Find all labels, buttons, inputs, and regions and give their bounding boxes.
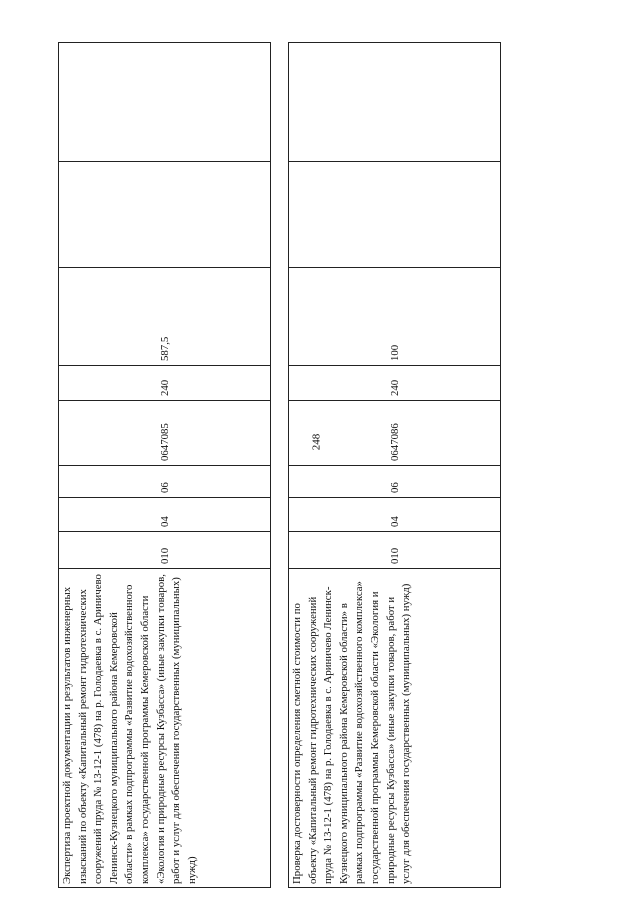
expense-type-code: 240 xyxy=(59,366,271,401)
target-article-code: 0647085 xyxy=(59,401,271,466)
table-row xyxy=(289,43,501,888)
empty-cell xyxy=(59,162,271,268)
page-number: 248 xyxy=(310,433,323,451)
amount-cell: 100 xyxy=(289,268,501,366)
section-code: 04 xyxy=(289,498,501,532)
target-article-code: 0647086 xyxy=(289,401,501,466)
ministry-code: 010 xyxy=(59,532,271,569)
table-row xyxy=(59,43,271,888)
row-description: Экспертиза проектной документации и результатов инженерных изысканий по объекту «Капитальный ремонт гидротехнических сооружений пруда № 13-12-1 (478) на р. Голодаевка в с. Ариничево Ленинск-Кузнецкого муниципального района Кемеровской области» в рамках подпрограммы «Развитие водохозяйственного комплекса» государственной программы Кемеровской области «Экология и природные ресурсы Кузбасса» (иные закупки товаров, работ и услуг для обеспечения государственных (муниципальных) нужд) xyxy=(59,569,271,888)
amount-cell: 587,5 xyxy=(59,268,271,366)
rotated-table-container xyxy=(58,43,500,888)
row-description: Проверка достоверности определения сметной стоимости по объекту «Капитальный ремонт гидротехнических сооружений пруда № 13-12-1 (478) на р. Голодаевка в с. Ариничево Ленинск-Кузнецкого муниципального района Кемеровской области» в рамках подпрограммы «Развитие водохозяйственного комплекса» государственной программы Кемеровской области «Экология и природные ресурсы Кузбасса» (иные закупки товаров, работ и услуг для обеспечения государственных (муниципальных) нужд) xyxy=(289,569,501,888)
ministry-code: 010 xyxy=(289,532,501,569)
empty-cell xyxy=(59,43,271,162)
section-code: 04 xyxy=(59,498,271,532)
budget-table xyxy=(58,42,501,888)
expense-type-code: 240 xyxy=(289,366,501,401)
empty-cell xyxy=(289,162,501,268)
subsection-code: 06 xyxy=(289,466,501,498)
row-separator xyxy=(271,43,289,888)
empty-cell xyxy=(289,43,501,162)
subsection-code: 06 xyxy=(59,466,271,498)
